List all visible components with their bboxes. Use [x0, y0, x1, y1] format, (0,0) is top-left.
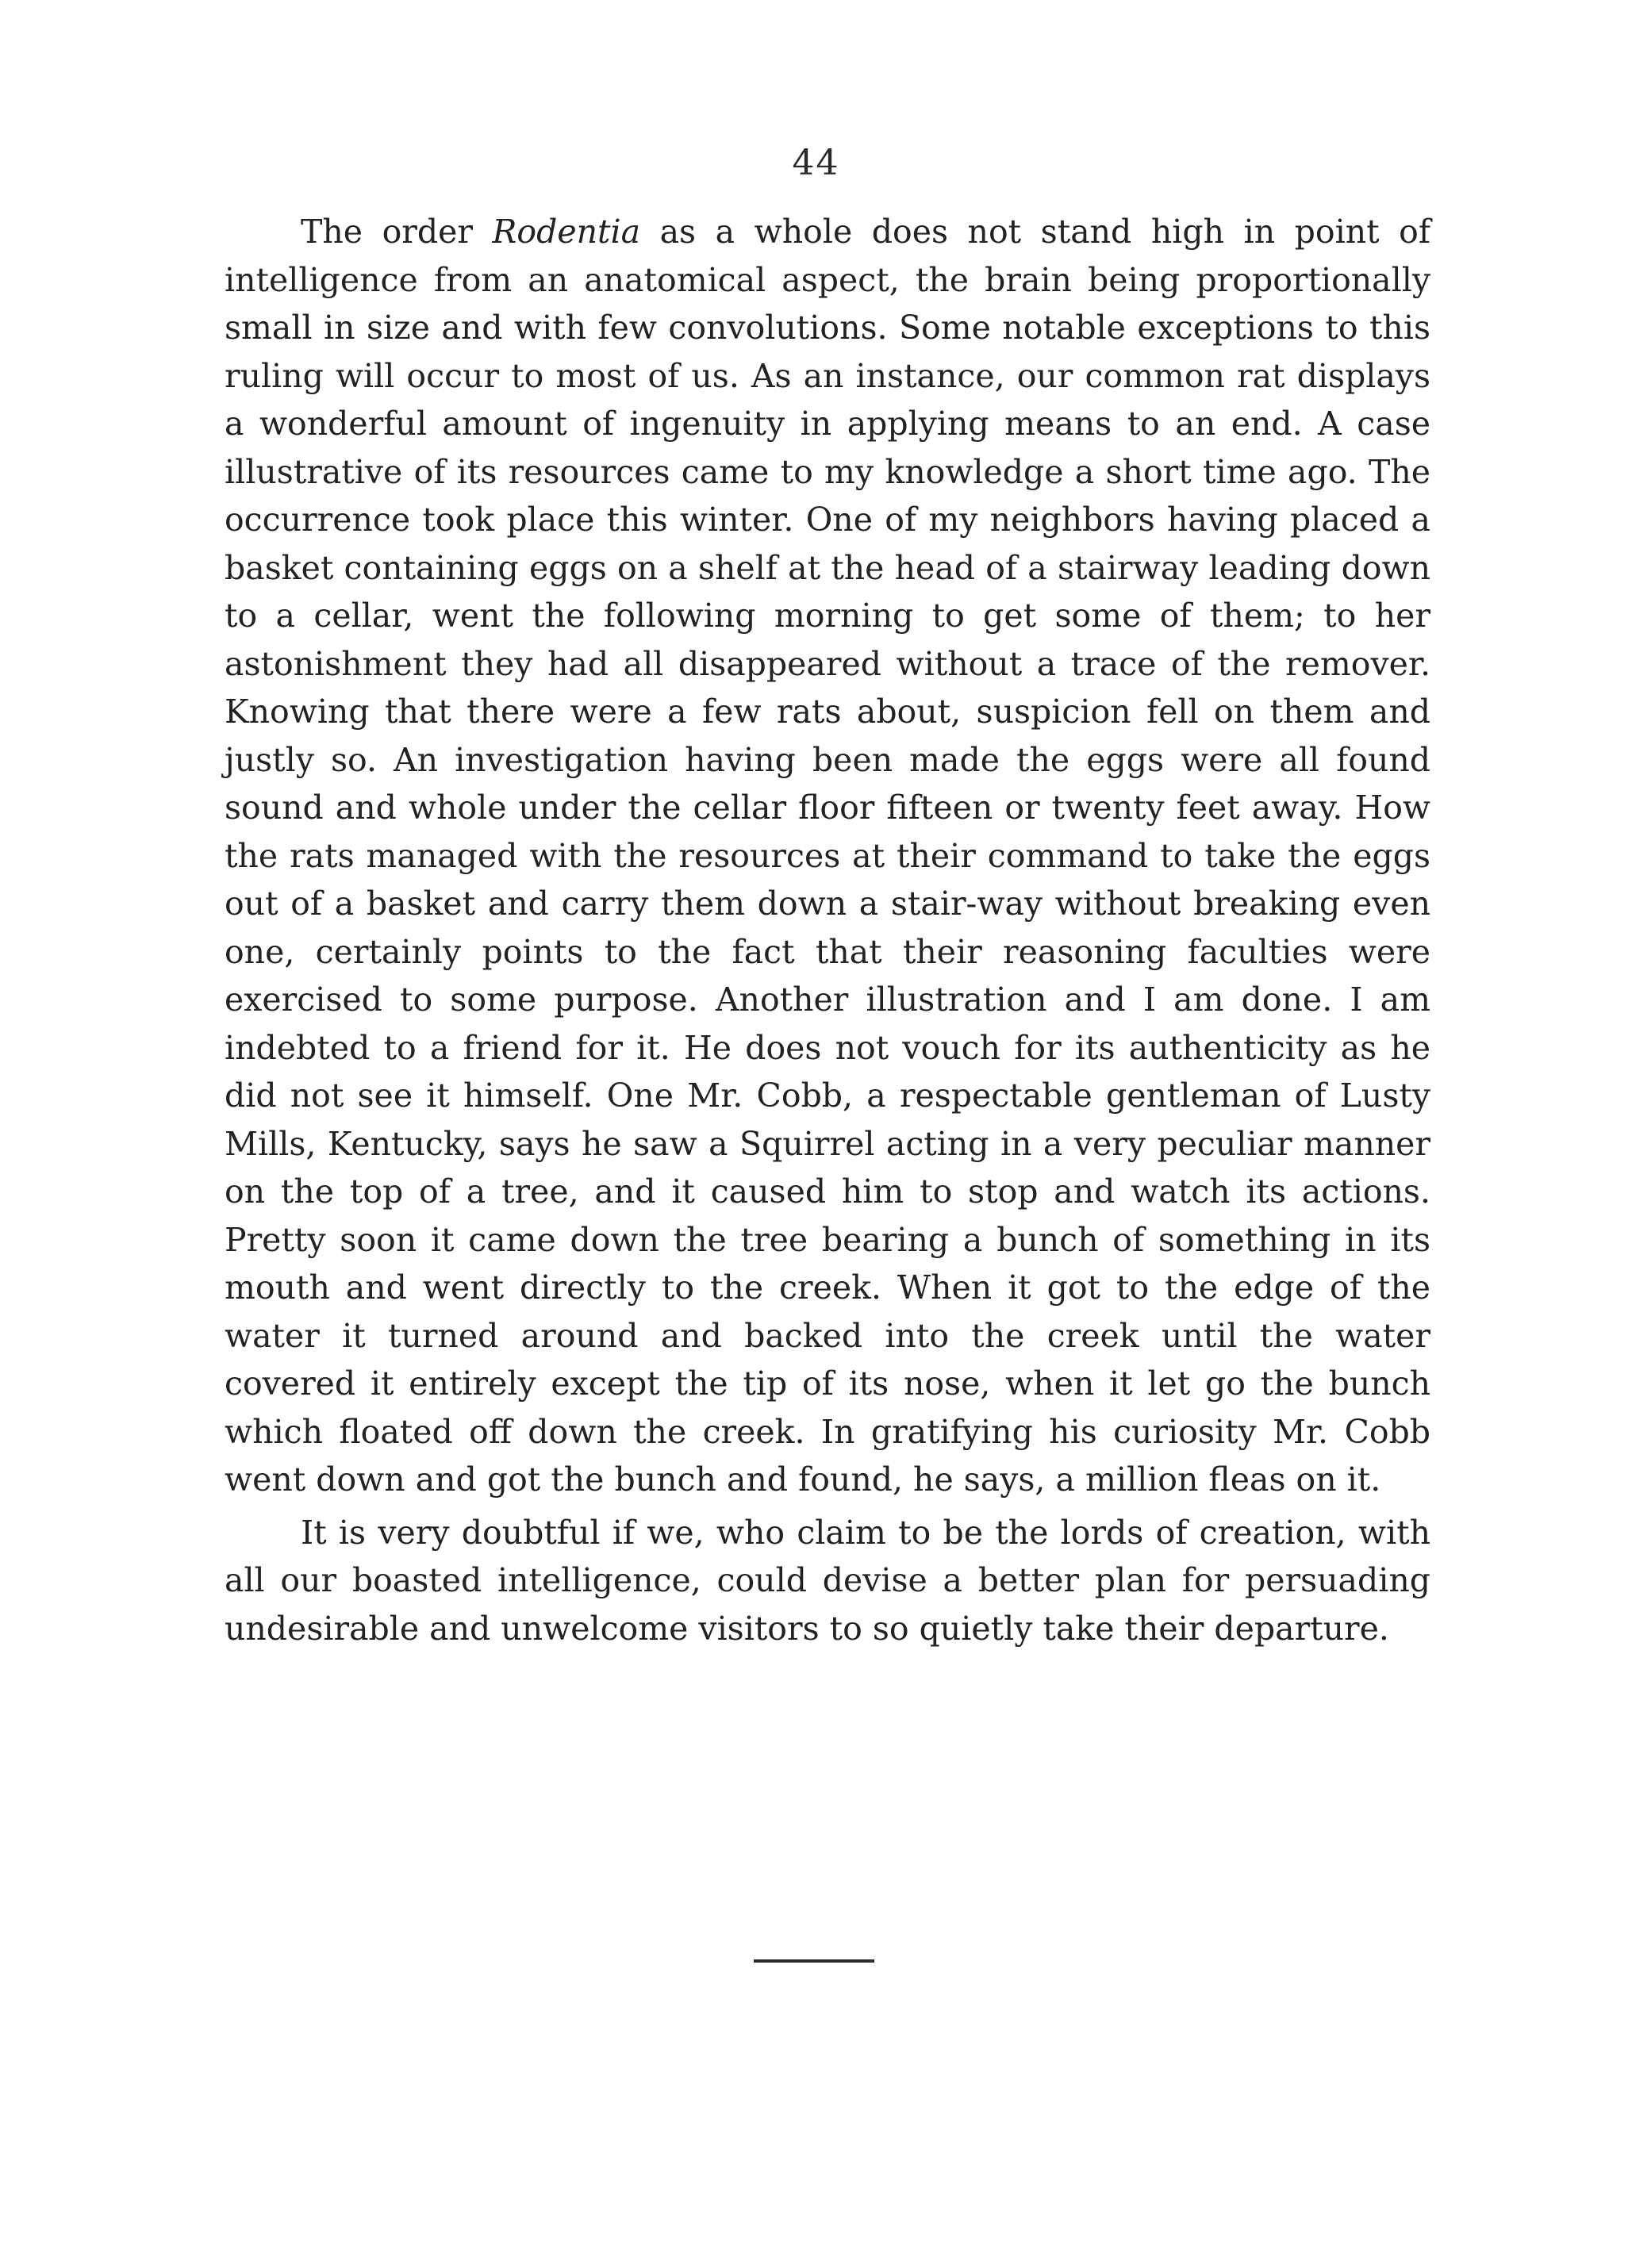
section-end-rule — [754, 1959, 874, 1963]
page-number: 44 — [792, 143, 840, 183]
paragraph-rodentia — [225, 208, 1430, 1504]
paragraph-conclusion: It is very doubtful if we, who claim to be the lords of creation, with all our boasted intelligence, could devise a better plan for persuading undesirable and unwelcome visitors to so quietly take their departure. — [225, 1513, 1430, 1648]
paragraph-1-body: as a whole does not stand high in point of intelligence from an anatomical aspect, the brain being proportionally small in size and with few convolutions. Some notable exceptions to this ruling will occur to most of us. As an instance, our common rat displays a wonderful amount of ingenuity in applying means to an end. A case illustrative of its resources came to my knowledge a short time ago. The occurrence took place this winter. One of my neighbors having placed a basket containing eggs on a shelf at the head of a stairway leading down to a cellar, went the following morning to get some of them; to her astonishment they had all disappeared without a trace of the remover. Knowing that there were a few rats about, suspicion fell on them and justly so. An investigation having been made the eggs were all found sound and whole under the cellar floor fifteen or twenty feet away. How the rats managed with the resources at their command to take the eggs out of a basket and carry them down a stair-way without breaking even one, certainly points to the fact that their reasoning faculties were exercised to some purpose. Another illustration and I am done. I am indebted to a friend for it. He does not vouch for its authenticity as he did not see it himself. One Mr. Cobb, a respectable gentleman of Lusty Mills, Kentucky, says he saw a Squirrel acting in a very peculiar manner on the top of a tree, and it caused him to stop and watch its actions. Pretty soon it came down the tree bearing a bunch of something in its mouth and went directly to the creek. When it got to the edge of the water it turned around and backed into the creek until the water covered it entirely except the tip of its nose, when it let go the bunch which floated off down the creek. In gratifying his curiosity Mr. Cobb went down and got the bunch and found, he says, a million fleas on it. — [225, 213, 1430, 1499]
rodentia-term: Rodentia — [492, 213, 641, 251]
paragraph-1-lead: The order — [301, 213, 493, 251]
body-text — [225, 208, 1430, 1652]
